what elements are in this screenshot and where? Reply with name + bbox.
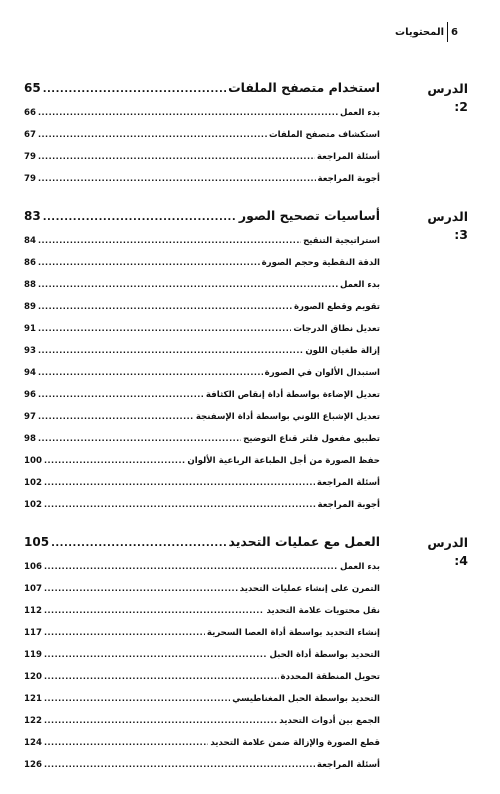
entry-title: نقل محتويات علامة التحديد [266,606,380,616]
toc-entry[interactable] [24,628,380,650]
entry-title: التحديد بواسطة الحبل المغناطيسي [232,694,380,704]
entry-page-number: 67 [24,130,36,140]
lesson-title-entry[interactable] [24,80,380,108]
entry-title: أسئلة المراجعة [316,478,380,488]
entry-page-number: 79 [24,152,36,162]
dot-leader [44,651,268,659]
toc-entry[interactable] [24,434,380,456]
entry-title: إزالة طغيان اللون [305,346,380,356]
entry-title: بدء العمل [339,108,380,118]
entry-page-number: 107 [24,584,42,594]
toc-entry[interactable] [24,672,380,694]
dot-leader [44,479,315,487]
dot-leader [44,739,208,747]
dot-leader [38,281,338,289]
dot-leader [44,563,338,571]
entry-title: تعديل نطاق الدرجات [293,324,380,334]
dot-leader [44,673,279,681]
toc-entry[interactable] [24,236,380,258]
header-label: المحتويات [395,26,445,38]
toc-entry[interactable] [24,280,380,302]
table-of-contents [24,80,468,794]
entry-title: تعديل الإشباع اللوني بواسطة أداة الإسفنجة [195,412,380,422]
toc-entry[interactable] [24,500,380,522]
lesson-label: الدرس 3: [427,209,468,242]
dot-leader [44,607,265,615]
dot-leader [38,153,315,161]
dot-leader [38,109,338,117]
header-divider [447,22,448,42]
entry-title: الجمع بين أدوات التحديد [279,716,380,726]
toc-entry[interactable] [24,368,380,390]
entry-title: تحويل المنطقة المحددة [280,672,380,682]
toc-entry[interactable] [24,760,380,782]
toc-entry[interactable] [24,606,380,628]
dot-leader [38,237,301,245]
entry-page-number: 79 [24,174,36,184]
entry-title: أجوبة المراجعة [317,174,380,184]
dot-leader [38,435,241,443]
dot-leader [44,585,238,593]
entry-page-number: 126 [24,760,42,770]
entry-title: تطبيق مفعول فلتر قناع التوضيح [243,434,380,444]
dot-leader [38,325,291,333]
dot-leader [44,761,315,769]
dot-leader [38,259,260,267]
dot-leader [43,213,237,223]
page-header [395,22,458,42]
entry-page-number: 117 [24,628,42,638]
dot-leader [38,369,263,377]
entry-page-number: 124 [24,738,42,748]
toc-entry[interactable] [24,302,380,324]
lesson-label: الدرس 2: [427,81,468,114]
toc-entry[interactable] [24,390,380,412]
toc-entry[interactable] [24,694,380,716]
toc-entry[interactable] [24,174,380,196]
toc-entry[interactable] [24,650,380,672]
dot-leader [38,303,292,311]
entry-page-number: 93 [24,346,36,356]
toc-entry[interactable] [24,324,380,346]
toc-entry[interactable] [24,456,380,478]
dot-leader [44,629,205,637]
toc-entry[interactable] [24,130,380,152]
entry-title: أسئلة المراجعة [316,152,380,162]
entry-page-number: 66 [24,108,36,118]
entry-title: بدء العمل [339,562,380,572]
entry-page-number: 83 [24,209,41,223]
entry-page-number: 106 [24,562,42,572]
dot-leader [44,457,185,465]
lesson-title-entry[interactable] [24,208,380,236]
entry-title: قطع الصورة والإزالة ضمن علامة التحديد [210,738,380,748]
dot-leader [38,347,303,355]
lesson-entries [24,80,380,196]
dot-leader [38,175,316,183]
lesson-label: الدرس 4: [427,535,468,568]
entry-page-number: 97 [24,412,36,422]
entry-page-number: 88 [24,280,36,290]
lesson-entries [24,534,380,782]
entry-page-number: 89 [24,302,36,312]
entry-title: بدء العمل [339,280,380,290]
toc-entry[interactable] [24,562,380,584]
toc-entry[interactable] [24,108,380,130]
entry-title: أسئلة المراجعة [316,760,380,770]
entry-page-number: 122 [24,716,42,726]
entry-page-number: 112 [24,606,42,616]
entry-title: العمل مع عمليات التحديد [228,534,380,549]
entry-title: أجوبة المراجعة [317,500,380,510]
entry-title: الدقة النقطية وحجم الصورة [261,258,380,268]
dot-leader [43,85,226,95]
lesson-entries [24,208,380,522]
entry-page-number: 120 [24,672,42,682]
entry-title: إنشاء التحديد بواسطة أداة العصا السحرية [206,628,380,638]
entry-page-number: 121 [24,694,42,704]
entry-title: استكشاف متصفح الملفات [268,130,380,140]
dot-leader [38,413,194,421]
entry-page-number: 84 [24,236,36,246]
toc-entry[interactable] [24,478,380,500]
entry-title: التحديد بواسطة أداة الحبل [269,650,380,660]
entry-page-number: 102 [24,478,42,488]
toc-entry[interactable] [24,346,380,368]
entry-page-number: 86 [24,258,36,268]
page-number: 6 [451,26,458,38]
entry-page-number: 119 [24,650,42,660]
dot-leader [44,695,230,703]
entry-title: حفظ الصورة من أجل الطباعة الرباعية الألوان [187,456,380,466]
lesson-section [24,534,468,782]
toc-entry[interactable] [24,738,380,760]
dot-leader [38,131,267,139]
dot-leader [44,717,277,725]
entry-page-number: 102 [24,500,42,510]
lesson-section [24,80,468,196]
entry-page-number: 94 [24,368,36,378]
dot-leader [51,539,226,549]
entry-title: تعديل الإضاءة بواسطة أداة إنقاص الكثافة [205,390,380,400]
entry-title: استراتيجية التنقيح [303,236,380,246]
entry-page-number: 65 [24,81,41,95]
dot-leader [44,501,316,509]
entry-page-number: 98 [24,434,36,444]
entry-title: استبدال الألوان في الصورة [264,368,380,378]
toc-entry[interactable] [24,412,380,434]
entry-page-number: 100 [24,456,42,466]
toc-entry[interactable] [24,152,380,174]
entry-page-number: 91 [24,324,36,334]
lesson-section [24,208,468,522]
entry-title: أساسيات تصحيح الصور [238,208,380,223]
dot-leader [38,391,204,399]
entry-title: استخدام متصفح الملفات [228,80,380,95]
entry-page-number: 105 [24,535,50,549]
toc-entry[interactable] [24,584,380,606]
lesson-title-entry[interactable] [24,534,380,562]
entry-title: التمرن على إنشاء عمليات التحديد [239,584,380,594]
toc-entry[interactable] [24,716,380,738]
entry-page-number: 96 [24,390,36,400]
toc-entry[interactable] [24,258,380,280]
entry-title: تقويم وقطع الصورة [293,302,380,312]
